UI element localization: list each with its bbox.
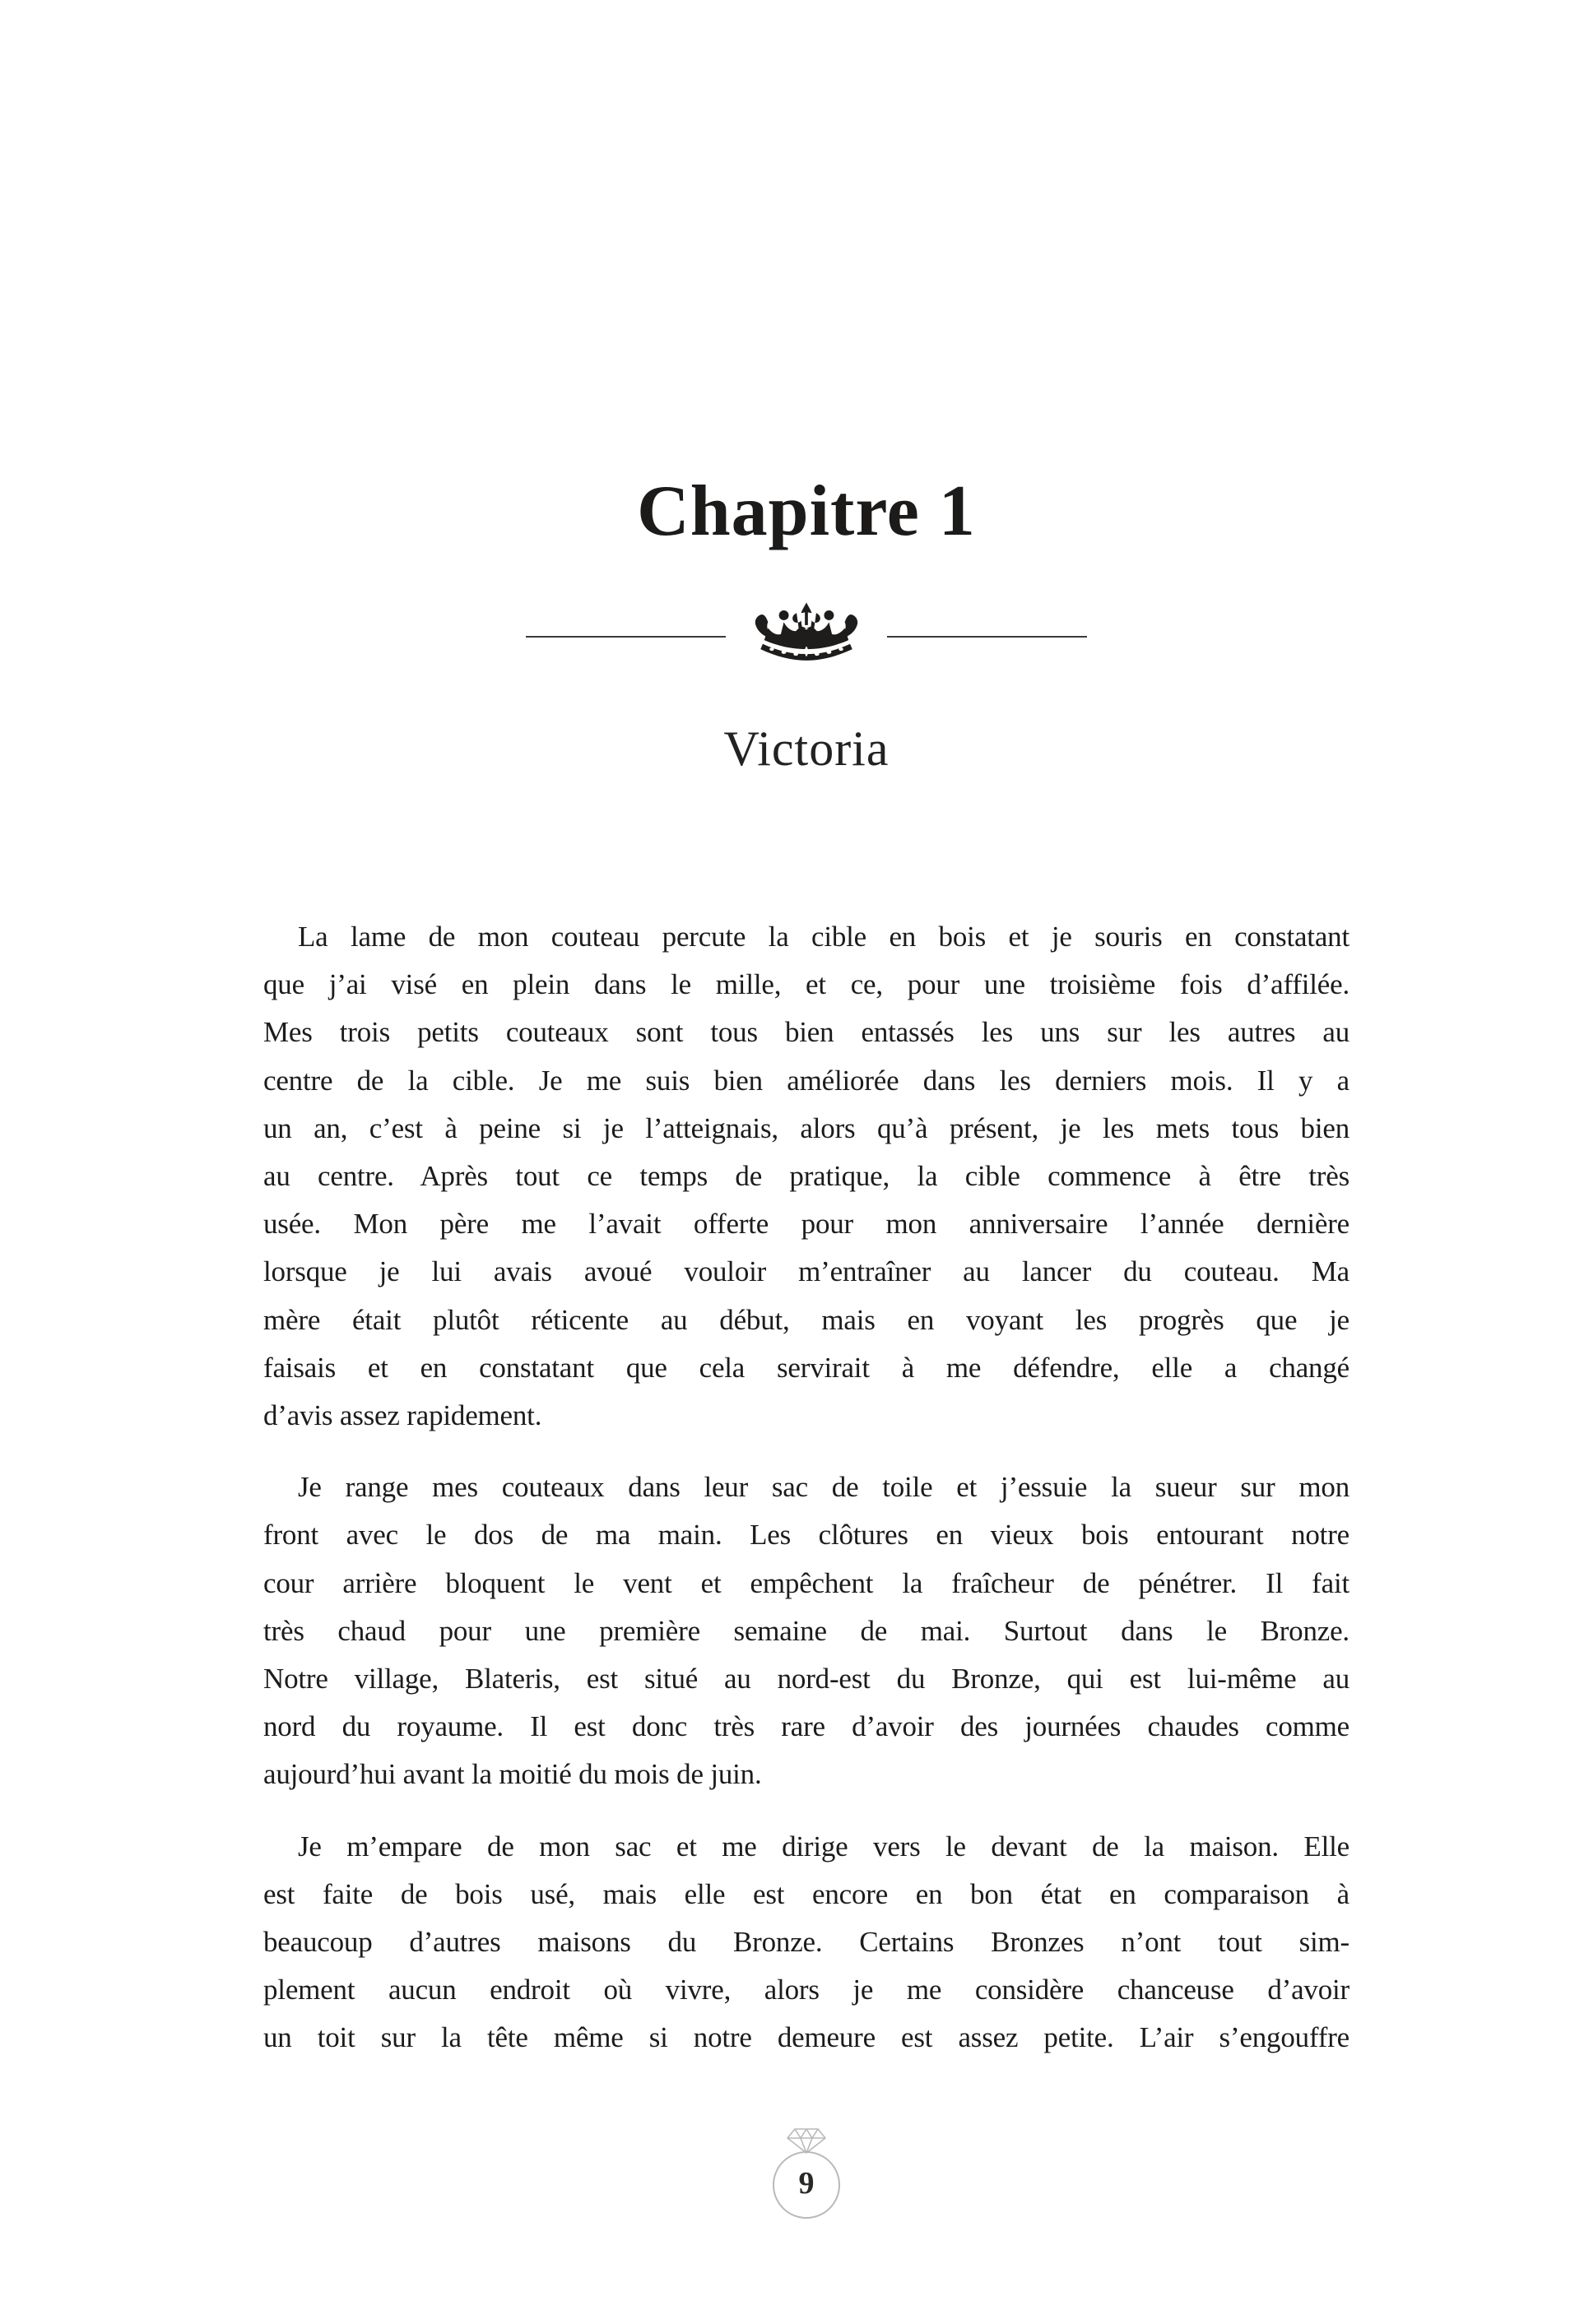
chapter-title: Chapitre 1 — [637, 471, 976, 551]
paragraph — [263, 1823, 1349, 2062]
text-line: un toit sur la tête même si notre demeure est assez petite. L’air s’engouffre — [263, 2021, 1349, 2054]
text-line: La lame de mon couteau percute la cible en bois et je souris en constatant — [298, 921, 1349, 953]
text-line: usée. Mon père me l’avait offerte pour mon anniversaire l’année dernière — [263, 1208, 1349, 1241]
text-line: est faite de bois usé, mais elle est encore en bon état en comparaison à — [263, 1877, 1349, 1910]
text-line: que j’ai visé en plein dans le mille, et ce, pour une troisième fois d’affilée. — [263, 968, 1349, 1001]
paragraph — [263, 1464, 1349, 1798]
paragraph — [263, 913, 1349, 1440]
text-line: très chaud pour une première semaine de mai. Surtout dans le Bronze. — [263, 1614, 1349, 1647]
page-number: 9 — [798, 2166, 815, 2201]
text-line: aujourd’hui avant la moitié du mois de juin. — [263, 1758, 762, 1791]
ornament-rule-left — [526, 636, 726, 638]
ornament-rule-right — [887, 636, 1087, 638]
text-line: d’avis assez rapidement. — [263, 1399, 542, 1432]
text-line: faisais et en constatant que cela servirait à me défendre, elle a changé — [263, 1351, 1349, 1384]
text-line: cour arrière bloquent le vent et empêchent la fraîcheur de pénétrer. Il fait — [263, 1566, 1349, 1599]
page-footer — [765, 2127, 848, 2221]
text-line: plement aucun endroit où vivre, alors je me considère chanceuse d’avoir — [263, 1974, 1349, 2006]
text-line: Mes trois petits couteaux sont tous bien entassés les uns sur les autres au — [263, 1016, 1349, 1049]
body-text — [263, 913, 1349, 2062]
text-line: Je range mes couteaux dans leur sac de toile et j’essuie la sueur sur mon — [298, 1471, 1349, 1504]
text-line: centre de la cible. Je me suis bien améliorée dans les derniers mois. Il y a — [263, 1064, 1349, 1097]
chapter-ornament — [263, 601, 1349, 665]
text-line: un an, c’est à peine si je l’atteignais, alors qu’à présent, je les mets tous bien — [263, 1111, 1349, 1144]
text-line: lorsque je lui avais avoué vouloir m’entraîner au lancer du couteau. Ma — [263, 1255, 1349, 1288]
text-line: nord du royaume. Il est donc très rare d’avoir des journées chaudes comme — [263, 1710, 1349, 1743]
text-line: Notre village, Blateris, est situé au nord-est du Bronze, qui est lui-même au — [263, 1663, 1349, 1695]
text-line: Je m’empare de mon sac et me dirige vers le devant de la maison. Elle — [298, 1830, 1349, 1862]
text-line: front avec le dos de ma main. Les clôtures en vieux bois entourant notre — [263, 1519, 1349, 1552]
text-line: beaucoup d’autres maisons du Bronze. Certains Bronzes n’ont tout sim- — [263, 1926, 1349, 1959]
section-title: Victoria — [723, 721, 890, 776]
text-line: mère était plutôt réticente au début, mais en voyant les progrès que je — [263, 1303, 1349, 1336]
text-line: au centre. Après tout ce temps de pratique, la cible commence à être très — [263, 1160, 1349, 1193]
crown-icon — [754, 601, 859, 664]
